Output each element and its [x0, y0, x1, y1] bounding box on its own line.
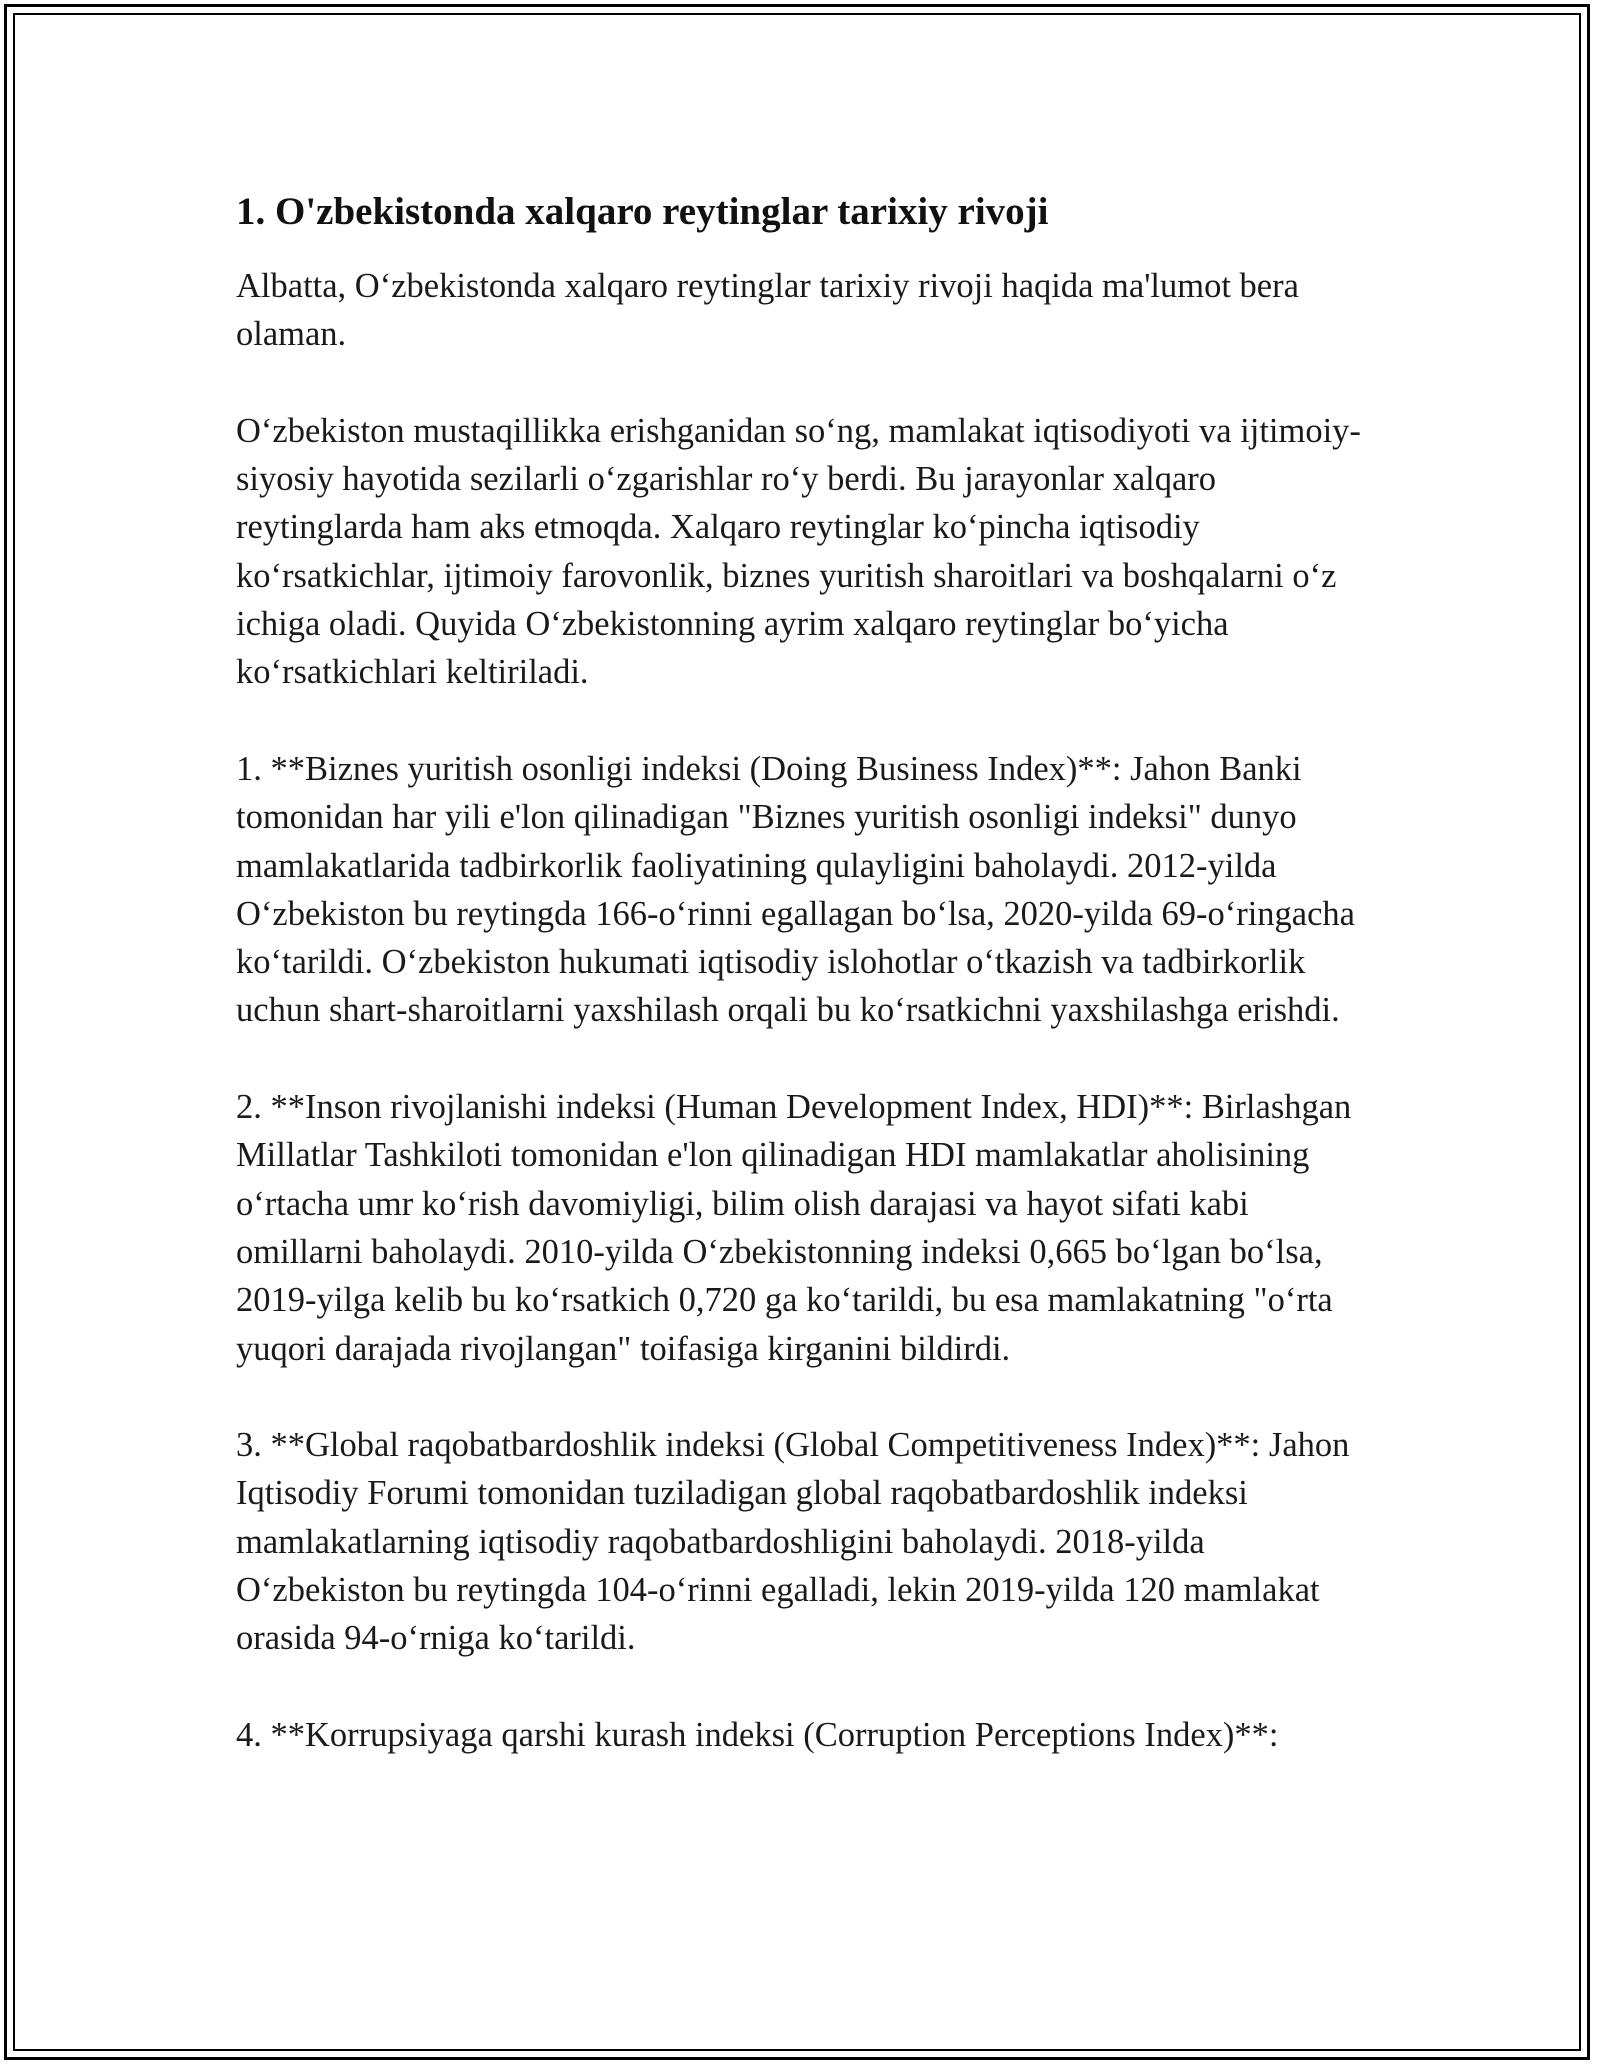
- intro-paragraph: Albatta, O‘zbekistonda xalqaro reytinglar tarixiy rivoji haqida ma'lumot bera olaman.: [236, 267, 1299, 354]
- section-heading: 1. O'zbekistonda xalqaro reytinglar tarixiy rivoji: [236, 190, 1049, 233]
- corruption-paragraph: 4. **Korrupsiyaga qarshi kurash indeksi (Corruption Perceptions Index)**:: [236, 1715, 1279, 1754]
- hdi-paragraph: 2. **Inson rivojlanishi indeksi (Human Development Index, HDI)**: Birlashgan Millatlar Tashkiloti tomonidan e'lon qilinadigan HDI mamlakatlar aholisining o‘rtacha umr ko‘rish davomiyligi, bilim olish darajasi va hayot sifati kabi omillarni baholaydi. 2010-yilda O‘zbekistonning indeksi 0,665 bo‘lgan bo‘lsa, 2019-yilga kelib bu ko‘rsatkich 0,720 ga ko‘tarildi, bu esa mamlakatning "o‘rta yuqori darajada rivojlangan" toifasiga kirganini bildirdi.: [236, 1088, 1352, 1368]
- competitiveness-paragraph: 3. **Global raqobatbardoshlik indeksi (Global Competitiveness Index)**: Jahon Iqtisodiy Forumi tomonidan tuziladigan global raqobatbardoshlik indeksi mamlakatlarning iqtisodiy raqobatbardoshligini baholaydi. 2018-yilda O‘zbekiston bu reytingda 104-o‘rinni egalladi, lekin 2019-yilda 120 mamlakat orasida 94-o‘rniga ko‘tarildi.: [236, 1426, 1350, 1658]
- doing-business-paragraph: 1. **Biznes yuritish osonligi indeksi (Doing Business Index)**: Jahon Banki tomonidan har yili e'lon qilinadigan "Biznes yuritish osonligi indeksi" dunyo mamlakatlarida tadbirkorlik faoliyatining qulayligini baholaydi. 2012-yilda O‘zbekiston bu reytingda 166-o‘rinni egallagan bo‘lsa, 2020-yilda 69-o‘ringacha ko‘tarildi. O‘zbekiston hukumati iqtisodiy islohotlar o‘tkazish va tadbirkorlik uchun shart-sharoitlarni yaxshilash orqali bu ko‘rsatkichni yaxshilashga erishdi.: [236, 749, 1355, 1030]
- context-paragraph: O‘zbekiston mustaqillikka erishganidan so‘ng, mamlakat iqtisodiyoti va ijtimoiy-siyosiy hayotida sezilarli o‘zgarishlar ro‘y berdi. Bu jarayonlar xalqaro reytinglarda ham aks etmoqda. Xalqaro reytinglar ko‘pincha iqtisodiy ko‘rsatkichlar, ijtimoiy farovonlik, biznes yuritish sharoitlari va boshqalarni o‘z ichiga oladi. Quyida O‘zbekistonning ayrim xalqaro reytinglar bo‘yicha ko‘rsatkichlari keltiriladi.: [236, 411, 1361, 692]
- document-body: [236, 188, 1376, 1759]
